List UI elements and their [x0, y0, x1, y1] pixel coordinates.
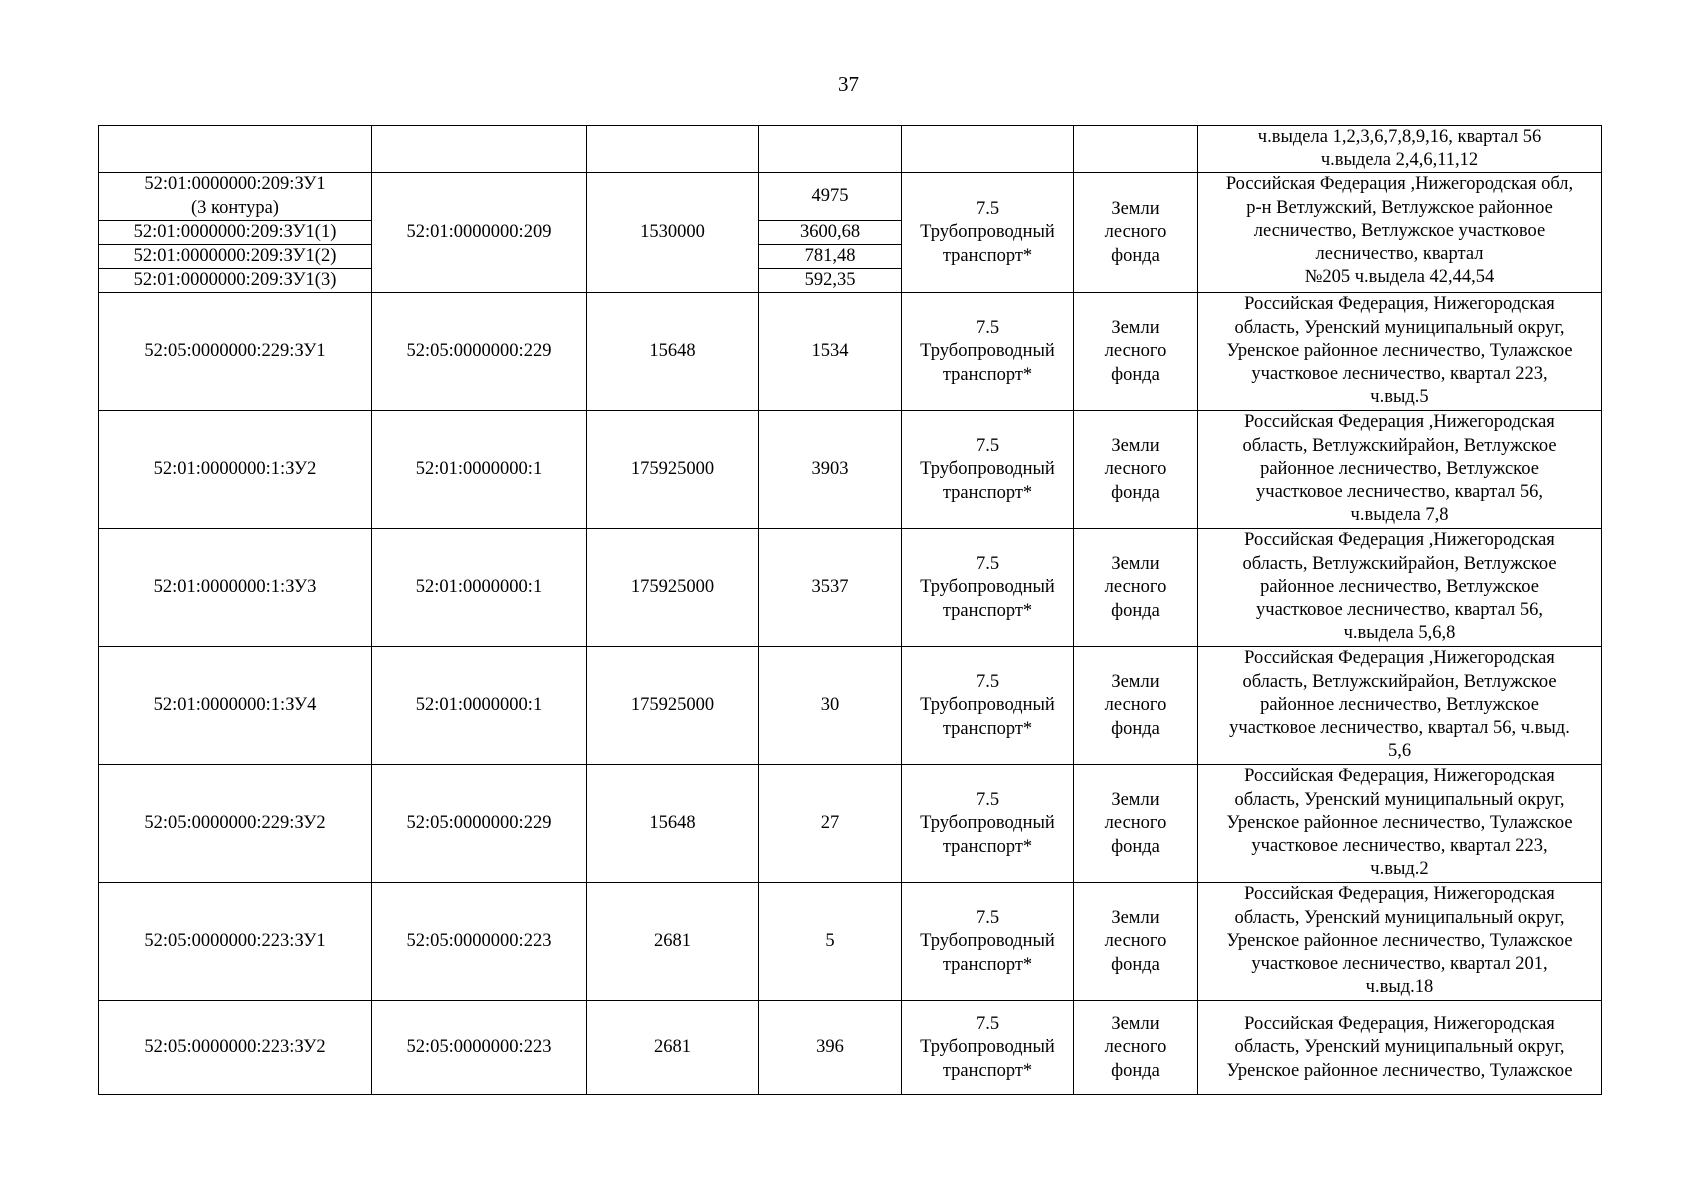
category-line: фонда [1111, 600, 1160, 621]
category-line: фонда [1111, 482, 1160, 503]
plot-id-cell: 52:05:0000000:223:ЗУ2 [99, 1001, 372, 1095]
area-cell: 396 [759, 1001, 902, 1095]
category-cell [1074, 173, 1198, 293]
address-line: ч.выдела 7,8 [1350, 505, 1449, 526]
category-line: лесного [1104, 813, 1167, 834]
contour-id-cell: 52:01:0000000:209:ЗУ1(1) [99, 220, 372, 244]
area-cell: 5 [759, 883, 902, 1001]
land-plots-table [98, 125, 1602, 1095]
use-name: транспорт* [942, 600, 1033, 621]
address-cell [1198, 173, 1602, 293]
contour-id-cell: 52:01:0000000:209:ЗУ1(2) [99, 245, 372, 269]
address-line: ч.выд.18 [1365, 977, 1434, 998]
use-name: Трубопроводный [920, 341, 1055, 362]
parcel-cell: 52:01:0000000:1 [372, 647, 587, 765]
address-line: Российская Федерация, Нижегородская [1244, 884, 1555, 905]
address-line: Российская Федерация, Нижегородская [1244, 294, 1555, 315]
address-line: Российская Федерация ,Нижегородская [1244, 530, 1555, 551]
use-code: 7.5 [975, 908, 1000, 929]
use-name: Трубопроводный [920, 1037, 1055, 1058]
address-line: Уренское районное лесничество, Тулажское [1226, 340, 1573, 361]
address-cell [1198, 293, 1602, 411]
category-line: лесного [1104, 222, 1167, 243]
use-cell [902, 293, 1074, 411]
address-line: область, Ветлужскийрайон, Ветлужское [1242, 435, 1557, 456]
address-line: районное лесничество, Ветлужское [1260, 576, 1539, 597]
use-name: транспорт* [942, 836, 1033, 857]
address-line: ч.выдела 5,6,8 [1343, 623, 1456, 644]
category-line: Земли [1111, 1014, 1160, 1035]
category-line: Земли [1111, 199, 1160, 220]
use-name: Трубопроводный [920, 459, 1055, 480]
address-line: ч.выд.2 [1370, 859, 1429, 880]
address-line: ч.выдела 1,2,3,6,7,8,9,16, квартал 56 [1257, 127, 1542, 147]
parcel-cell: 52:01:0000000:209 [372, 173, 587, 293]
area-cell: 4975 [759, 173, 902, 220]
address-line: участковое лесничество, квартал 56, [1256, 600, 1543, 621]
address-line: участковое лесничество, квартал 201, [1251, 954, 1548, 975]
parcel-cell: 52:05:0000000:229 [372, 765, 587, 883]
empty-cell [902, 126, 1074, 173]
address-cell [1198, 529, 1602, 647]
plot-id-cell: 52:05:0000000:223:ЗУ1 [99, 883, 372, 1001]
table-row [99, 529, 1602, 647]
empty-cell [372, 126, 587, 173]
table-row [99, 765, 1602, 883]
address-cell [1198, 765, 1602, 883]
plot-id-cell: 52:01:0000000:1:ЗУ4 [99, 647, 372, 765]
address-line: Уренское районное лесничество, Тулажское [1226, 812, 1573, 833]
category-line: фонда [1111, 245, 1160, 266]
address-line: районное лесничество, Ветлужское [1260, 458, 1539, 479]
category-cell [1074, 765, 1198, 883]
parcel-area-cell: 2681 [587, 1001, 759, 1095]
use-code: 7.5 [975, 436, 1000, 457]
address-line: Российская Федерация ,Нижегородская [1244, 648, 1555, 669]
address-cell [1198, 647, 1602, 765]
parcel-cell: 52:05:0000000:223 [372, 1001, 587, 1095]
category-line: фонда [1111, 836, 1160, 857]
category-line: лесного [1104, 459, 1167, 480]
address-line: участковое лесничество, квартал 223, [1251, 364, 1548, 385]
parcel-area-cell: 2681 [587, 883, 759, 1001]
parcel-cell: 52:01:0000000:1 [372, 529, 587, 647]
table-row [99, 1001, 1602, 1095]
address-line: участковое лесничество, квартал 56, ч.выд. [1229, 718, 1570, 739]
area-cell: 3537 [759, 529, 902, 647]
parcel-cell: 52:05:0000000:223 [372, 883, 587, 1001]
use-name: транспорт* [942, 245, 1033, 266]
address-line: область, Уренский муниципальный округ, [1234, 1037, 1565, 1058]
address-line: ч.выдела 2,4,6,11,12 [1320, 150, 1479, 171]
category-line: лесного [1104, 1037, 1167, 1058]
address-line: область, Уренский муниципальный округ, [1234, 317, 1565, 338]
category-line: Земли [1111, 672, 1160, 693]
address-line: ч.выд.5 [1370, 387, 1429, 408]
table-row [99, 647, 1602, 765]
use-cell [902, 883, 1074, 1001]
parcel-area-cell: 175925000 [587, 529, 759, 647]
address-cell [1198, 126, 1602, 173]
address-line: область, Уренский муниципальный округ, [1234, 789, 1565, 810]
contour-area-cell: 3600,68 [759, 220, 902, 244]
parcel-area-cell: 175925000 [587, 647, 759, 765]
contour-note: (3 контура) [191, 197, 279, 218]
use-cell [902, 173, 1074, 293]
plot-id: 52:01:0000000:209:ЗУ1 [144, 174, 326, 195]
multi-contour-row [99, 173, 1602, 220]
use-code: 7.5 [975, 199, 1000, 220]
use-name: транспорт* [942, 364, 1033, 385]
area-cell: 3903 [759, 411, 902, 529]
use-code: 7.5 [975, 790, 1000, 811]
address-cell [1198, 411, 1602, 529]
use-cell [902, 411, 1074, 529]
plot-id-cell [99, 173, 372, 220]
parcel-cell: 52:05:0000000:229 [372, 293, 587, 411]
address-line: №205 ч.выдела 42,44,54 [1304, 267, 1495, 288]
empty-cell [99, 126, 372, 173]
address-line: 5,6 [1387, 741, 1412, 762]
address-cell [1198, 1001, 1602, 1095]
address-line: Российская Федерация, Нижегородская [1244, 1014, 1555, 1035]
address-line: Уренское районное лесничество, Тулажское [1226, 930, 1573, 951]
table-row [99, 411, 1602, 529]
area-cell: 30 [759, 647, 902, 765]
parcel-area-cell: 175925000 [587, 411, 759, 529]
category-line: лесного [1104, 341, 1167, 362]
address-line: Уренское районное лесничество, Тулажское [1226, 1060, 1573, 1081]
use-name: Трубопроводный [920, 695, 1055, 716]
use-name: Трубопроводный [920, 222, 1055, 243]
address-line: р-н Ветлужский, Ветлужское районное [1246, 197, 1553, 218]
use-name: транспорт* [942, 954, 1033, 975]
address-line: участковое лесничество, квартал 223, [1251, 836, 1548, 857]
use-name: транспорт* [942, 718, 1033, 739]
use-name: Трубопроводный [920, 577, 1055, 598]
category-line: лесного [1104, 577, 1167, 598]
address-line: участковое лесничество, квартал 56, [1256, 482, 1543, 503]
page-number: 37 [838, 72, 859, 96]
plot-id-cell: 52:05:0000000:229:ЗУ2 [99, 765, 372, 883]
plot-id-cell: 52:05:0000000:229:ЗУ1 [99, 293, 372, 411]
parcel-area-cell: 1530000 [587, 173, 759, 293]
use-code: 7.5 [975, 1014, 1000, 1035]
table-row [99, 883, 1602, 1001]
category-line: Земли [1111, 554, 1160, 575]
address-cell [1198, 883, 1602, 1001]
use-cell [902, 1001, 1074, 1095]
use-name: Трубопроводный [920, 813, 1055, 834]
address-line: Российская Федерация ,Нижегородская [1244, 412, 1555, 433]
category-cell [1074, 1001, 1198, 1095]
category-line: фонда [1111, 718, 1160, 739]
use-code: 7.5 [975, 318, 1000, 339]
category-line: фонда [1111, 954, 1160, 975]
plot-id-cell: 52:01:0000000:1:ЗУ3 [99, 529, 372, 647]
category-line: лесного [1104, 695, 1167, 716]
address-line: Российская Федерация, Нижегородская [1244, 766, 1555, 787]
use-name: Трубопроводный [920, 931, 1055, 952]
empty-cell [1074, 126, 1198, 173]
use-cell [902, 765, 1074, 883]
category-line: Земли [1111, 318, 1160, 339]
contour-id-cell: 52:01:0000000:209:ЗУ1(3) [99, 269, 372, 293]
parcel-area-cell: 15648 [587, 765, 759, 883]
area-cell: 27 [759, 765, 902, 883]
address-line: область, Уренский муниципальный округ, [1234, 907, 1565, 928]
use-name: транспорт* [942, 482, 1033, 503]
category-line: лесного [1104, 931, 1167, 952]
category-line: Земли [1111, 790, 1160, 811]
use-cell [902, 529, 1074, 647]
category-cell [1074, 883, 1198, 1001]
category-cell [1074, 293, 1198, 411]
empty-cell [587, 126, 759, 173]
category-cell [1074, 529, 1198, 647]
contour-area-cell: 592,35 [759, 269, 902, 293]
category-cell [1074, 411, 1198, 529]
table-row [99, 293, 1602, 411]
use-code: 7.5 [975, 672, 1000, 693]
empty-cell [759, 126, 902, 173]
use-code: 7.5 [975, 554, 1000, 575]
continuation-row [99, 126, 1602, 173]
plot-id-cell: 52:01:0000000:1:ЗУ2 [99, 411, 372, 529]
address-line: область, Ветлужскийрайон, Ветлужское [1242, 671, 1557, 692]
category-line: Земли [1111, 436, 1160, 457]
address-line: лесничество, Ветлужское участковое [1253, 220, 1546, 241]
category-line: фонда [1111, 1060, 1160, 1081]
parcel-cell: 52:01:0000000:1 [372, 411, 587, 529]
category-line: фонда [1111, 364, 1160, 385]
category-cell [1074, 647, 1198, 765]
use-cell [902, 647, 1074, 765]
address-line: районное лесничество, Ветлужское [1260, 694, 1539, 715]
parcel-area-cell: 15648 [587, 293, 759, 411]
address-line: Российская Федерация ,Нижегородская обл, [1225, 174, 1574, 195]
address-line: область, Ветлужскийрайон, Ветлужское [1242, 553, 1557, 574]
address-line: лесничество, квартал [1315, 244, 1484, 265]
contour-area-cell: 781,48 [759, 245, 902, 269]
category-line: Земли [1111, 908, 1160, 929]
area-cell: 1534 [759, 293, 902, 411]
use-name: транспорт* [942, 1060, 1033, 1081]
